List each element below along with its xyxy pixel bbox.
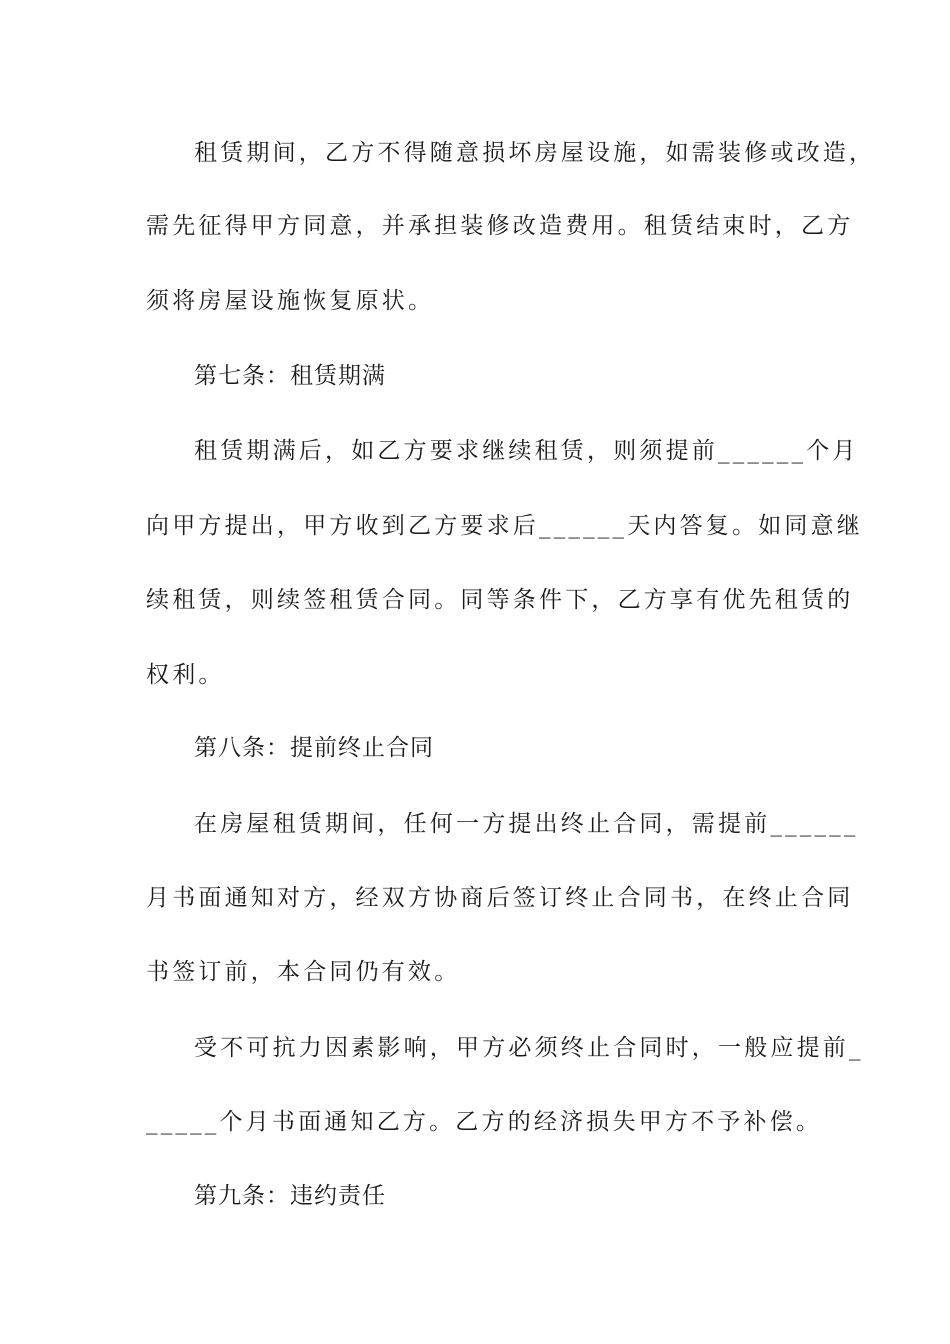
paragraph-line: 书签订前，本合同仍有效。 <box>146 959 461 985</box>
paragraph-line: 向甲方提出，甲方收到乙方要求后______天内答复。如同意继 <box>146 513 863 539</box>
paragraph-line: 租赁期间，乙方不得随意损坏房屋设施，如需装修或改造， <box>194 140 876 166</box>
paragraph-line: 须将房屋设施恢复原状。 <box>146 288 435 314</box>
paragraph-line: _____个月书面通知乙方。乙方的经济损失甲方不予补偿。 <box>146 1109 823 1135</box>
paragraph-line: 权利。 <box>146 662 225 688</box>
paragraph-line: 续租赁，则续签租赁合同。同等条件下，乙方享有优先租赁的 <box>146 587 854 613</box>
paragraph-line: 受不可抗力因素影响，甲方必须终止合同时，一般应提前_ <box>194 1035 864 1061</box>
paragraph-line: 租赁期满后，如乙方要求继续租赁，则须提前______个月 <box>194 438 859 464</box>
section-heading-article-9: 第九条：违约责任 <box>194 1183 386 1209</box>
paragraph-line: 月书面通知对方，经双方协商后签订终止合同书，在终止合同 <box>146 885 854 911</box>
section-heading-article-7: 第七条：租赁期满 <box>194 363 386 389</box>
section-heading-article-8: 第八条：提前终止合同 <box>194 735 434 761</box>
paragraph-line: 需先征得甲方同意，并承担装修改造费用。租赁结束时，乙方 <box>146 213 854 239</box>
paragraph-line: 在房屋租赁期间，任何一方提出终止合同，需提前______ <box>194 811 859 837</box>
